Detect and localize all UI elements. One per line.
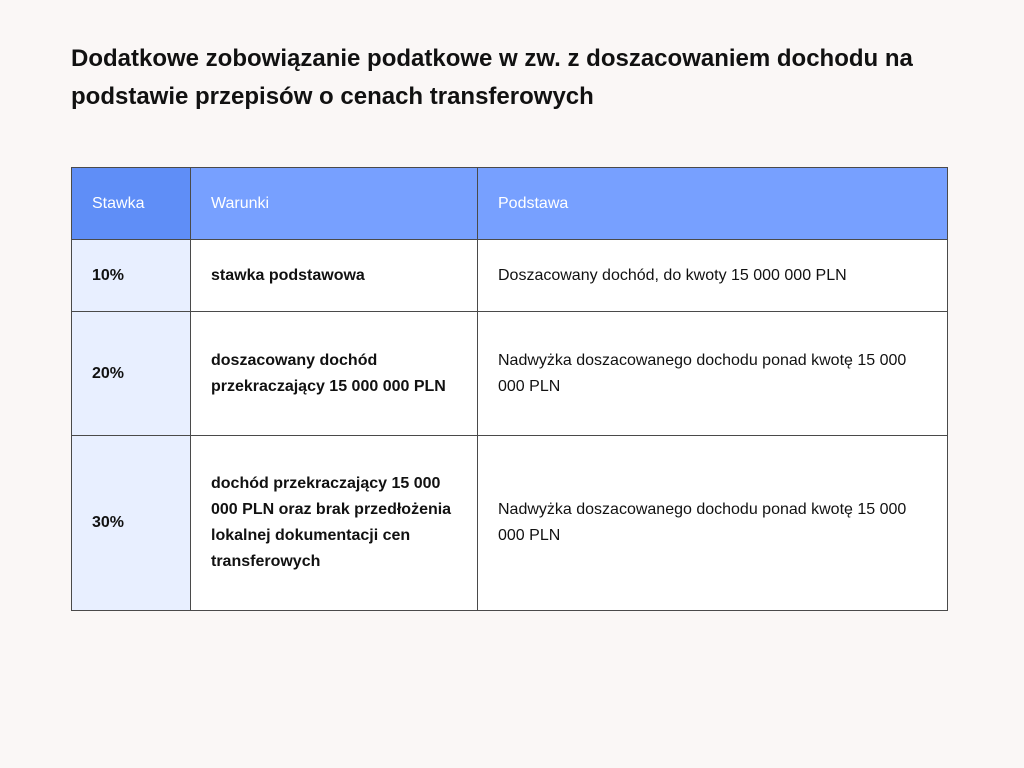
table-row [72,240,948,312]
rate-cell: 10% [72,240,191,312]
header-conditions: Warunki [191,168,478,240]
conditions-cell: doszacowany dochód przekraczający 15 000 000 PLN [191,312,478,436]
page-title: Dodatkowe zobowiązanie podatkowe w zw. z doszacowaniem dochodu na podstawie przepisów o cenach transferowych [71,45,913,110]
basis-cell: Doszacowany dochód, do kwoty 15 000 000 PLN [478,240,948,312]
header-rate: Stawka [72,168,191,240]
basis-cell: Nadwyżka doszacowanego dochodu ponad kwotę 15 000 000 PLN [478,312,948,436]
conditions-cell: dochód przekraczający 15 000 000 PLN oraz brak przedłożenia lokalnej dokumentacji cen transferowych [191,436,478,611]
header-basis: Podstawa [478,168,948,240]
rate-cell: 30% [72,436,191,611]
rate-cell: 20% [72,312,191,436]
table-row [72,436,948,611]
tax-rate-table [71,167,948,611]
basis-cell: Nadwyżka doszacowanego dochodu ponad kwotę 15 000 000 PLN [478,436,948,611]
table-header-row [72,168,948,240]
conditions-cell: stawka podstawowa [191,240,478,312]
table-row [72,312,948,436]
